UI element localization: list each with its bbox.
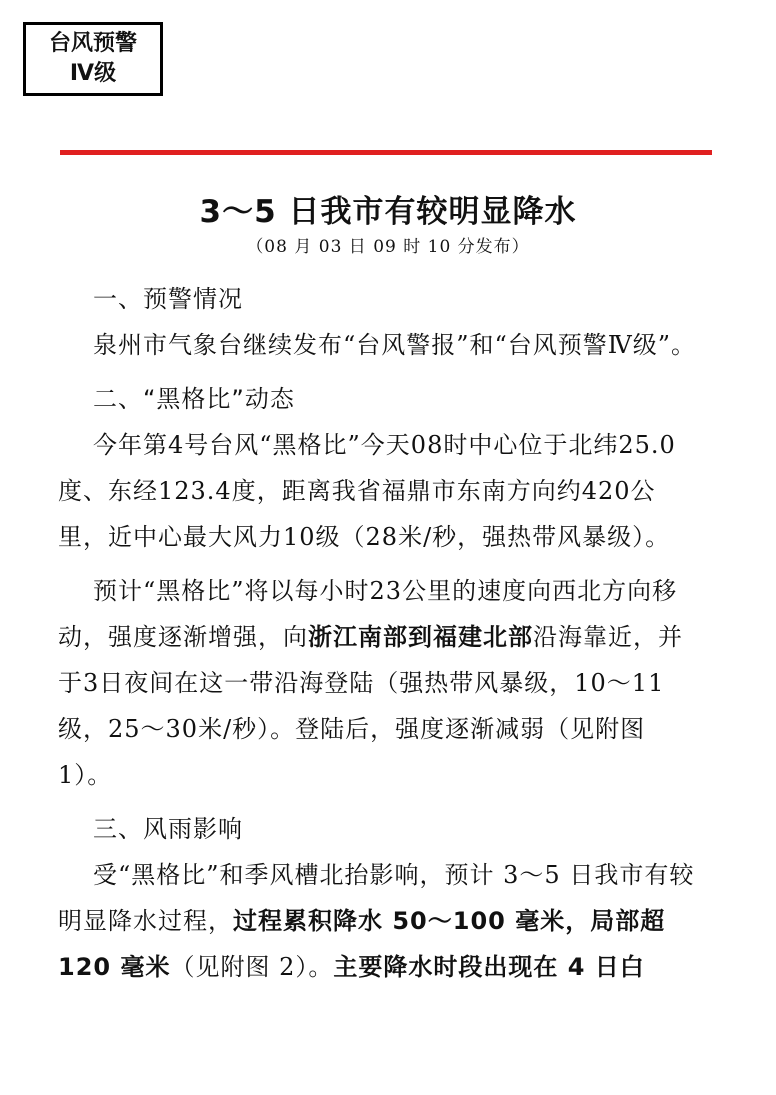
bold-timing-text: 主要降水时段出现在 4 日白 xyxy=(333,953,645,981)
section-2-paragraph-2 xyxy=(58,568,698,798)
bold-rainfall-text: 过程累积降水 50～100 毫米，局部超 120 毫米 xyxy=(58,907,666,981)
badge-line-2: Ⅳ级 xyxy=(69,61,117,86)
section-3-paragraph-1 xyxy=(58,852,698,990)
bold-region-text: 浙江南部到福建北部 xyxy=(308,623,533,651)
section-1-heading: 一、预警情况 xyxy=(93,285,243,313)
page-title: 3～5 日我市有较明显降水 xyxy=(199,194,577,230)
paragraph-text: （见附图 2）。 xyxy=(170,953,334,981)
publish-time: （08 月 03 日 09 时 10 分发布） xyxy=(246,237,530,257)
badge-line-1: 台风预警 xyxy=(48,31,137,56)
section-1-text: 泉州市气象台继续发布“台风警报”和“台风预警Ⅳ级”。 xyxy=(93,331,697,359)
paragraph-text: 沿海靠近，并于3日夜间在这一带沿海登陆（强热带风暴级，10～11级，25～30米/秒）。登陆后，强度逐渐减弱（见附图1）。 xyxy=(58,623,683,789)
paragraph-text: 预计“黑格比”将以每小时23公里的速度向西北方向移动，强度逐渐增强，向 xyxy=(58,577,678,651)
paragraph-text: 受“黑格比”和季风槽北抬影响，预计 3～5 日我市有较明显降水过程， xyxy=(58,861,695,935)
section-2-heading: 二、“黑格比”动态 xyxy=(93,385,295,413)
typhoon-warning-badge xyxy=(23,22,163,96)
section-3-heading: 三、风雨影响 xyxy=(93,815,243,843)
section-2-paragraph-1: 今年第4号台风“黑格比”今天08时中心位于北纬25.0度、东经123.4度，距离我省福鼎市东南方向约420公里，近中心最大风力10级（28米/秒，强热带风暴级）。 xyxy=(58,431,676,551)
document-body xyxy=(58,276,698,990)
red-divider xyxy=(60,150,712,155)
